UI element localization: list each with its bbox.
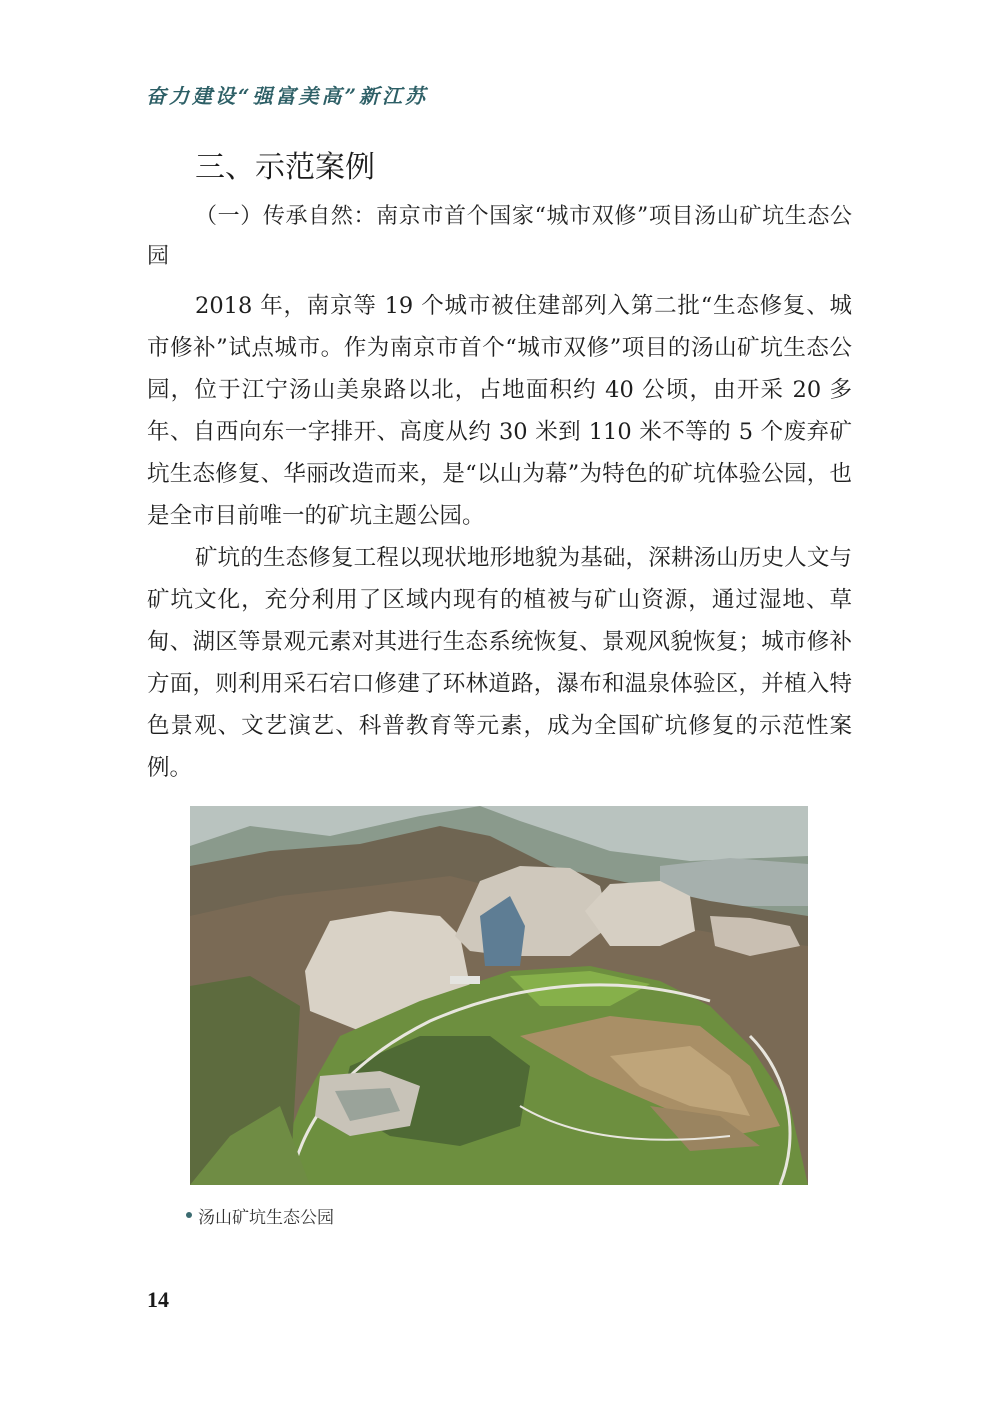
subsection-title: （一）传承自然：南京市首个国家“城市双修”项目汤山矿坑生态公园	[147, 204, 852, 269]
paragraph-2: 矿坑的生态修复工程以现状地形地貌为基础，深耕汤山历史人文与矿坑文化，充分利用了区域内现有的植被与矿山资源，通过湿地、草甸、湖区等景观元素对其进行生态系统恢复、景观风貌恢复；城市修补方面，则利用采石宕口修建了环林道路，瀑布和温泉体验区，并植入特色景观、文艺演艺、科普教育等元素，成为全国矿坑修复的示范性案例。	[147, 545, 852, 781]
section-title: 三、示范案例	[195, 150, 375, 185]
figure-caption	[186, 1203, 334, 1228]
running-head: 奋力建设“强富美高”新江苏	[146, 84, 429, 108]
caption-text: 汤山矿坑生态公园	[198, 1208, 334, 1228]
paragraph-1: 2018 年，南京等 19 个城市被住建部列入第二批“生态修复、城市修补”试点城市。作为南京市首个“城市双修”项目的汤山矿坑生态公园，位于江宁汤山美泉路以北，占地面积约 40 公顷，由开采 20 多年、自西向东一字排开、高度从约 30 米到 110 米不等的 5 个废弃矿坑生态修复、华丽改造而来，是“以山为幕”为特色的矿坑体验公园，也是全市目前唯一的矿坑主题公园。	[147, 293, 852, 529]
park-aerial-photo	[190, 806, 808, 1185]
caption-bullet-icon	[186, 1212, 192, 1218]
page-number: 14	[147, 1287, 169, 1312]
